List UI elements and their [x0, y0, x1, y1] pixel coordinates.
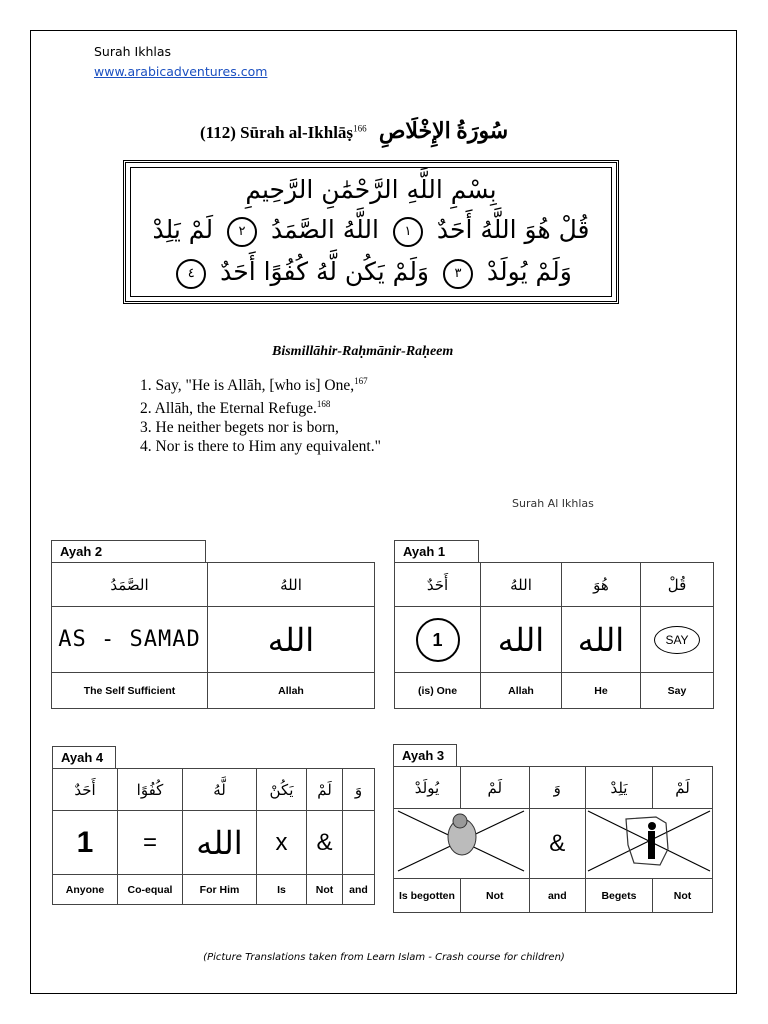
arabic-word: وَ — [343, 769, 375, 811]
arabic-word: اللهُ — [481, 563, 562, 607]
surah-number: (112) — [200, 123, 236, 142]
picture-say — [641, 607, 714, 673]
meaning: Allah — [481, 673, 562, 709]
calligraphy-line-1 — [126, 215, 616, 247]
arabic-word: أَحَدٌ — [53, 769, 118, 811]
arabic-word: لَمْ — [460, 767, 529, 809]
meaning: Co-equal — [118, 875, 183, 905]
arabic-word: وَ — [529, 767, 585, 809]
speech-bubble-icon: SAY — [654, 626, 699, 654]
picture-empty — [343, 811, 375, 875]
picture-ampersand: & — [307, 811, 343, 875]
meaning: Allah — [208, 673, 375, 709]
picture-equals: = — [118, 811, 183, 875]
meaning: The Self Sufficient — [52, 673, 208, 709]
translation-item: 2. Allāh, the Eternal Refuge.$^{168}$ — [140, 399, 331, 418]
bismillah-transliteration: Bismillāhir-Raḥmānir-Raḥeem — [272, 344, 454, 359]
footer-credit: (Picture Translations taken from Learn Islam - Crash course for children) — [203, 952, 565, 963]
picture-as-samad: AS - SAMAD — [52, 607, 208, 673]
surah-arabic-name: سُورَةُ الإِخْلَاصِ — [378, 118, 509, 143]
calligraphy-panel — [123, 160, 619, 304]
translation-item: 1. Say, "He is Allāh, [who is] One,$^{167}$ — [140, 376, 368, 395]
translation-item: 3. He neither begets nor is born, — [140, 419, 339, 437]
bismillah-calligraphy: بِسْمِ اللَّهِ الرَّحْمَٰنِ الرَّحِيمِ — [245, 175, 497, 204]
arabic-word: أَحَدٌ — [395, 563, 481, 607]
arabic-word: هُوَ — [562, 563, 641, 607]
ayah-1-table — [394, 562, 714, 709]
crossed-parent-child-icon — [586, 809, 712, 873]
ayah-3-table — [393, 766, 713, 913]
crossed-baby-icon — [396, 809, 526, 873]
verse-3-text-b: وَلَمْ يُولَدْ — [486, 257, 572, 286]
picture-allah-he: الله — [562, 607, 641, 673]
arabic-word: يُولَدْ — [394, 767, 461, 809]
ayah-4-table — [52, 768, 375, 905]
meaning: Not — [653, 879, 713, 913]
meaning: Not — [307, 875, 343, 905]
verse-1-text: قُلْ هُوَ اللَّهُ أَحَدٌ — [436, 215, 590, 244]
ayah-3-title: Ayah 3 — [393, 744, 457, 766]
verse-mark-2: ٢ — [227, 217, 257, 247]
translation-item: 4. Nor is there to Him any equivalent." — [140, 438, 381, 456]
surah-heading — [200, 118, 508, 144]
meaning: Not — [460, 879, 529, 913]
meaning: Anyone — [53, 875, 118, 905]
document-title: Surah Ikhlas — [94, 44, 172, 59]
meaning: He — [562, 673, 641, 709]
meaning: and — [343, 875, 375, 905]
picture-allah: الله — [481, 607, 562, 673]
arabic-word: لَّهُ — [183, 769, 257, 811]
meaning: Begets — [585, 879, 652, 913]
ayah-2-table — [51, 562, 375, 709]
meaning: Say — [641, 673, 714, 709]
surah-footnote: 166 — [353, 123, 367, 134]
one-figure: 1 — [76, 825, 94, 859]
ayah-1-title: Ayah 1 — [394, 540, 479, 562]
calligraphy-line-2 — [126, 257, 616, 289]
arabic-word: كُفُوًا — [118, 769, 183, 811]
arabic-word: لَمْ — [653, 767, 713, 809]
website-link[interactable]: www.arabicadventures.com — [94, 64, 268, 79]
arabic-word: يَكُنْ — [257, 769, 307, 811]
arabic-word: قُلْ — [641, 563, 714, 607]
arabic-word: اللهُ — [208, 563, 375, 607]
meaning: (is) One — [395, 673, 481, 709]
verse-mark-3: ٣ — [443, 259, 473, 289]
picture-ampersand: & — [529, 809, 585, 879]
arabic-word: يَلِدْ — [585, 767, 652, 809]
picture-x: x — [257, 811, 307, 875]
ayah-4-title: Ayah 4 — [52, 746, 116, 768]
picture-crossed-parent — [585, 809, 712, 879]
meaning: Is begotten — [394, 879, 461, 913]
translation-list — [140, 372, 381, 456]
meaning: For Him — [183, 875, 257, 905]
picture-allah: الله — [183, 811, 257, 875]
picture-allah: الله — [208, 607, 375, 673]
verse-mark-1: ١ — [393, 217, 423, 247]
arabic-word: لَمْ — [307, 769, 343, 811]
verse-3-text-a: لَمْ يَلِدْ — [152, 215, 214, 244]
surah-name: Sūrah al-Ikhlāṣ — [240, 123, 354, 142]
picture-anyone — [53, 811, 118, 875]
meaning: and — [529, 879, 585, 913]
verse-mark-4: ٤ — [176, 259, 206, 289]
ayah-2-title: Ayah 2 — [51, 540, 206, 562]
verse-4-text: وَلَمْ يَكُن لَّهُ كُفُوًا أَحَدٌ — [220, 257, 430, 286]
handwritten-signature: Surah Al Ikhlas — [512, 497, 594, 510]
circle-one-icon: 1 — [416, 618, 460, 662]
meaning: Is — [257, 875, 307, 905]
arabic-word: الصَّمَدُ — [52, 563, 208, 607]
verse-2-text: اللَّهُ الصَّمَدُ — [270, 215, 379, 244]
picture-crossed-baby — [394, 809, 530, 879]
picture-one — [395, 607, 481, 673]
